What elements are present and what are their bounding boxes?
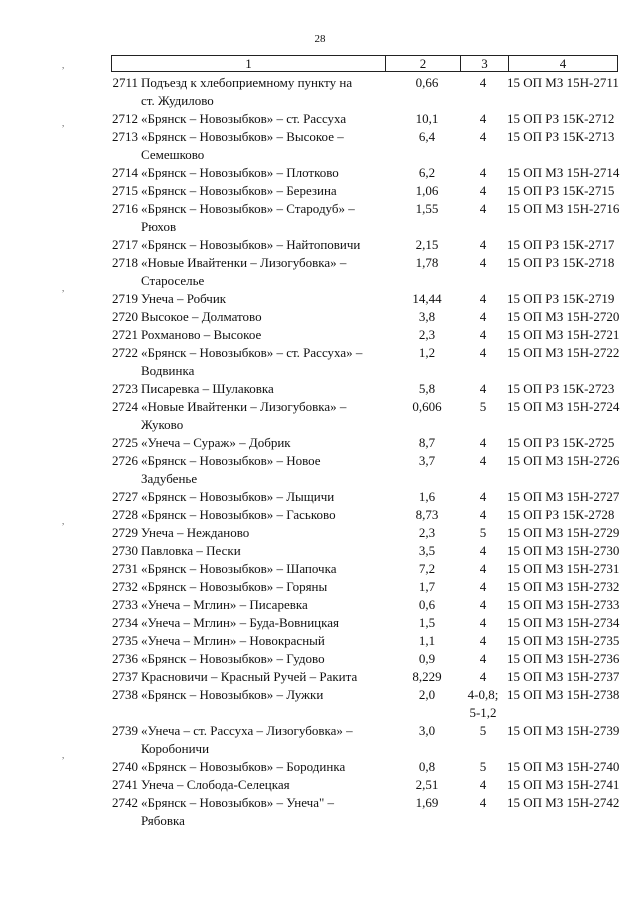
road-length: 2,3 bbox=[418, 327, 436, 342]
table-row bbox=[0, 794, 640, 830]
road-code: 15 ОП РЗ 15К-2719 bbox=[507, 291, 615, 306]
road-category: 4 bbox=[479, 615, 487, 630]
road-length: 1,2 bbox=[418, 345, 436, 360]
road-code: 15 ОП МЗ 15Н-2732 bbox=[507, 579, 620, 594]
road-code: 15 ОП МЗ 15Н-2737 bbox=[507, 669, 620, 684]
row-number: 2726 bbox=[112, 453, 138, 468]
header-col-3: 3 bbox=[460, 56, 508, 71]
road-category: 5 bbox=[479, 723, 487, 738]
table-row bbox=[0, 614, 640, 632]
road-name: «Брянск – Новозыбков» – Стародуб» – Рюхов bbox=[141, 201, 355, 234]
road-category: 4 bbox=[479, 633, 487, 648]
row-number: 2739 bbox=[112, 723, 138, 738]
row-number: 2741 bbox=[112, 777, 138, 792]
road-code: 15 ОП РЗ 15К-2715 bbox=[507, 183, 615, 198]
road-length: 2,51 bbox=[415, 777, 439, 792]
table-header bbox=[111, 55, 618, 72]
table-row bbox=[0, 290, 640, 308]
road-code: 15 ОП МЗ 15Н-2727 bbox=[507, 489, 620, 504]
road-length: 1,6 bbox=[418, 489, 436, 504]
road-length: 1,7 bbox=[418, 579, 436, 594]
road-name: «Брянск – Новозыбков» – Найтоповичи bbox=[141, 237, 361, 252]
road-code: 15 ОП РЗ 15К-2725 bbox=[507, 435, 615, 450]
road-length: 1,06 bbox=[415, 183, 439, 198]
road-length: 3,7 bbox=[418, 453, 436, 468]
road-length: 0,606 bbox=[412, 399, 442, 414]
table-body bbox=[0, 74, 640, 830]
table-row bbox=[0, 128, 640, 164]
road-category: 4 bbox=[479, 651, 487, 666]
road-name: «Брянск – Новозыбков» – Плотково bbox=[141, 165, 339, 180]
road-length: 0,66 bbox=[415, 75, 439, 90]
row-number: 2730 bbox=[112, 543, 138, 558]
road-length: 6,4 bbox=[418, 129, 436, 144]
road-length: 1,5 bbox=[418, 615, 436, 630]
road-category: 4 bbox=[479, 345, 487, 360]
table-row bbox=[0, 758, 640, 776]
road-length: 8,229 bbox=[412, 669, 442, 684]
road-name: «Унеча – Мглин» – Писаревка bbox=[141, 597, 308, 612]
road-name: «Унеча – Сураж» – Добрик bbox=[141, 435, 291, 450]
road-name: «Брянск – Новозыбков» – Бородинка bbox=[141, 759, 346, 774]
road-name: Унеча – Нежданово bbox=[141, 525, 250, 540]
row-number: 2721 bbox=[112, 327, 138, 342]
road-category: 4 bbox=[479, 291, 487, 306]
row-number: 2713 bbox=[112, 129, 138, 144]
row-number: 2729 bbox=[112, 525, 138, 540]
road-length: 1,69 bbox=[415, 795, 439, 810]
row-number: 2733 bbox=[112, 597, 138, 612]
road-length: 2,3 bbox=[418, 525, 436, 540]
road-category: 4 bbox=[479, 183, 487, 198]
table-row bbox=[0, 398, 640, 434]
road-name: «Брянск – Новозыбков» – ст. Рассуха» – Водвинка bbox=[141, 345, 363, 378]
road-category: 5 bbox=[479, 399, 487, 414]
header-col-2: 2 bbox=[385, 56, 460, 71]
road-length: 8,73 bbox=[415, 507, 439, 522]
road-length: 2,15 bbox=[415, 237, 439, 252]
table-row bbox=[0, 722, 640, 758]
road-name: Высокое – Долматово bbox=[141, 309, 262, 324]
road-code: 15 ОП МЗ 15Н-2722 bbox=[507, 345, 620, 360]
road-code: 15 ОП МЗ 15Н-2736 bbox=[507, 651, 620, 666]
margin-mark: , bbox=[62, 750, 65, 760]
road-category: 4 bbox=[479, 507, 487, 522]
row-number: 2728 bbox=[112, 507, 138, 522]
road-name: «Брянск – Новозыбков» – Горяны bbox=[141, 579, 328, 594]
row-number: 2715 bbox=[112, 183, 138, 198]
page-number: 28 bbox=[314, 33, 326, 45]
row-number: 2736 bbox=[112, 651, 138, 666]
table-row bbox=[0, 110, 640, 128]
road-category: 4 bbox=[479, 795, 487, 810]
road-name: «Брянск – Новозыбков» – Гудово bbox=[141, 651, 325, 666]
table-row bbox=[0, 308, 640, 326]
row-number: 2712 bbox=[112, 111, 138, 126]
road-length: 1,1 bbox=[418, 633, 436, 648]
road-code: 15 ОП МЗ 15Н-2741 bbox=[507, 777, 620, 792]
road-category: 4 bbox=[479, 201, 487, 216]
road-code: 15 ОП МЗ 15Н-2720 bbox=[507, 309, 620, 324]
road-category: 4 bbox=[479, 543, 487, 558]
road-category: 4 bbox=[479, 111, 487, 126]
row-number: 2723 bbox=[112, 381, 138, 396]
table-row bbox=[0, 686, 640, 722]
road-length: 2,0 bbox=[418, 687, 436, 702]
road-code: 15 ОП РЗ 15К-2728 bbox=[507, 507, 615, 522]
table-row bbox=[0, 776, 640, 794]
road-length: 3,8 bbox=[418, 309, 436, 324]
row-number: 2742 bbox=[112, 795, 138, 810]
road-name: Унеча – Слобода-Селецкая bbox=[141, 777, 290, 792]
table-row bbox=[0, 524, 640, 542]
road-code: 15 ОП МЗ 15Н-2724 bbox=[507, 399, 620, 414]
header-col-4: 4 bbox=[508, 56, 617, 71]
road-code: 15 ОП РЗ 15К-2718 bbox=[507, 255, 615, 270]
road-code: 15 ОП МЗ 15Н-2740 bbox=[507, 759, 620, 774]
road-code: 15 ОП МЗ 15Н-2721 bbox=[507, 327, 620, 342]
road-code: 15 ОП МЗ 15Н-2731 bbox=[507, 561, 620, 576]
margin-mark: , bbox=[62, 516, 65, 526]
row-number: 2718 bbox=[112, 255, 138, 270]
table-row bbox=[0, 668, 640, 686]
road-category: 4 bbox=[479, 255, 487, 270]
road-name: Писаревка – Шулаковка bbox=[141, 381, 274, 396]
row-number: 2731 bbox=[112, 561, 138, 576]
table-row bbox=[0, 650, 640, 668]
road-name: «Унеча – ст. Рассуха – Лизогубовка» – Коробоничи bbox=[141, 723, 353, 756]
road-code: 15 ОП МЗ 15Н-2729 bbox=[507, 525, 620, 540]
road-category: 5 bbox=[479, 525, 487, 540]
road-name: «Брянск – Новозыбков» – ст. Рассуха bbox=[141, 111, 347, 126]
road-length: 0,6 bbox=[418, 597, 436, 612]
road-category: 4 bbox=[479, 597, 487, 612]
table-row bbox=[0, 596, 640, 614]
road-code: 15 ОП МЗ 15Н-2726 bbox=[507, 453, 620, 468]
road-name: «Новые Ивайтенки – Лизогубовка» – Старосельe bbox=[141, 255, 347, 288]
road-category: 4 bbox=[479, 561, 487, 576]
road-name: «Брянск – Новозыбков» – Шапочка bbox=[141, 561, 337, 576]
road-length: 10,1 bbox=[415, 111, 439, 126]
road-category: 4 bbox=[479, 309, 487, 324]
row-number: 2722 bbox=[112, 345, 138, 360]
row-number: 2737 bbox=[112, 669, 138, 684]
table-row bbox=[0, 542, 640, 560]
road-category: 4 bbox=[479, 381, 487, 396]
road-length: 7,2 bbox=[418, 561, 436, 576]
road-code: 15 ОП РЗ 15К-2712 bbox=[507, 111, 615, 126]
row-number: 2735 bbox=[112, 633, 138, 648]
row-number: 2740 bbox=[112, 759, 138, 774]
road-name: «Брянск – Новозыбков» – Новое Задубенье bbox=[141, 453, 321, 486]
road-name: Рохманово – Высокое bbox=[141, 327, 262, 342]
road-code: 15 ОП РЗ 15К-2723 bbox=[507, 381, 615, 396]
row-number: 2716 bbox=[112, 201, 138, 216]
road-code: 15 ОП РЗ 15К-2713 bbox=[507, 129, 615, 144]
table-row bbox=[0, 344, 640, 380]
road-category: 4 bbox=[479, 129, 487, 144]
row-number: 2734 bbox=[112, 615, 138, 630]
road-name: «Унеча – Мглин» – Буда-Вовницкая bbox=[141, 615, 339, 630]
road-name: «Брянск – Новозыбков» – Лыщичи bbox=[141, 489, 335, 504]
road-category: 4 bbox=[479, 435, 487, 450]
road-name: «Новые Ивайтенки – Лизогубовка» – Жуково bbox=[141, 399, 347, 432]
table-row bbox=[0, 254, 640, 290]
road-length: 1,78 bbox=[415, 255, 439, 270]
road-name: «Брянск – Новозыбков» – Высокое – Семешково bbox=[141, 129, 344, 162]
table-row bbox=[0, 326, 640, 344]
row-number: 2717 bbox=[112, 237, 138, 252]
road-length: 5,8 bbox=[418, 381, 436, 396]
row-number: 2724 bbox=[112, 399, 138, 414]
table-row bbox=[0, 560, 640, 578]
row-number: 2719 bbox=[112, 291, 138, 306]
road-category: 4-0,8; 5-1,2 bbox=[467, 687, 499, 720]
road-category: 4 bbox=[479, 75, 487, 90]
table-row bbox=[0, 506, 640, 524]
road-name: Красновичи – Красный Ручей – Ракита bbox=[141, 669, 358, 684]
road-code: 15 ОП МЗ 15Н-2714 bbox=[507, 165, 620, 180]
road-name: «Брянск – Новозыбков» – Лужки bbox=[141, 687, 324, 702]
road-code: 15 ОП МЗ 15Н-2716 bbox=[507, 201, 620, 216]
road-code: 15 ОП МЗ 15Н-2734 bbox=[507, 615, 620, 630]
road-length: 0,8 bbox=[418, 759, 436, 774]
road-code: 15 ОП МЗ 15Н-2711 bbox=[507, 75, 619, 90]
road-category: 4 bbox=[479, 579, 487, 594]
table-row bbox=[0, 200, 640, 236]
row-number: 2732 bbox=[112, 579, 138, 594]
margin-mark: , bbox=[62, 60, 65, 70]
road-category: 4 bbox=[479, 489, 487, 504]
margin-mark: , bbox=[62, 283, 65, 293]
road-code: 15 ОП МЗ 15Н-2735 bbox=[507, 633, 620, 648]
road-length: 14,44 bbox=[412, 291, 442, 306]
table-row bbox=[0, 578, 640, 596]
table-row bbox=[0, 236, 640, 254]
road-length: 0,9 bbox=[418, 651, 436, 666]
road-name: «Унеча – Мглин» – Новокрасный bbox=[141, 633, 325, 648]
road-code: 15 ОП МЗ 15Н-2738 bbox=[507, 687, 620, 702]
road-length: 3,5 bbox=[418, 543, 436, 558]
row-number: 2725 bbox=[112, 435, 138, 450]
road-name: Подъезд к хлебоприемному пункту на ст. Жудилово bbox=[141, 75, 353, 108]
table-row bbox=[0, 380, 640, 398]
road-code: 15 ОП РЗ 15К-2717 bbox=[507, 237, 615, 252]
road-name: «Брянск – Новозыбков» – Унеча" – Рябовка bbox=[141, 795, 335, 828]
row-number: 2727 bbox=[112, 489, 138, 504]
margin-mark: , bbox=[62, 118, 65, 128]
road-name: «Брянск – Новозыбков» – Гаськово bbox=[141, 507, 336, 522]
road-category: 4 bbox=[479, 165, 487, 180]
table-row bbox=[0, 488, 640, 506]
road-code: 15 ОП МЗ 15Н-2733 bbox=[507, 597, 620, 612]
road-category: 5 bbox=[479, 759, 487, 774]
road-name: Павловка – Пески bbox=[141, 543, 241, 558]
road-category: 4 bbox=[479, 453, 487, 468]
road-category: 4 bbox=[479, 777, 487, 792]
road-category: 4 bbox=[479, 327, 487, 342]
road-name: Унеча – Робчик bbox=[141, 291, 227, 306]
table-row bbox=[0, 452, 640, 488]
road-category: 4 bbox=[479, 237, 487, 252]
row-number: 2714 bbox=[112, 165, 138, 180]
table-row bbox=[0, 74, 640, 110]
table-row bbox=[0, 164, 640, 182]
row-number: 2720 bbox=[112, 309, 138, 324]
road-name: «Брянск – Новозыбков» – Березина bbox=[141, 183, 337, 198]
row-number: 2711 bbox=[112, 75, 138, 90]
table-row bbox=[0, 434, 640, 452]
table-row bbox=[0, 182, 640, 200]
road-length: 6,2 bbox=[418, 165, 436, 180]
road-code: 15 ОП МЗ 15Н-2739 bbox=[507, 723, 620, 738]
road-code: 15 ОП МЗ 15Н-2730 bbox=[507, 543, 620, 558]
road-category: 4 bbox=[479, 669, 487, 684]
road-length: 1,55 bbox=[415, 201, 439, 216]
road-length: 3,0 bbox=[418, 723, 436, 738]
road-code: 15 ОП МЗ 15Н-2742 bbox=[507, 795, 620, 810]
header-col-1: 1 bbox=[245, 56, 252, 71]
road-length: 8,7 bbox=[418, 435, 436, 450]
row-number: 2738 bbox=[112, 687, 138, 702]
table-row bbox=[0, 632, 640, 650]
